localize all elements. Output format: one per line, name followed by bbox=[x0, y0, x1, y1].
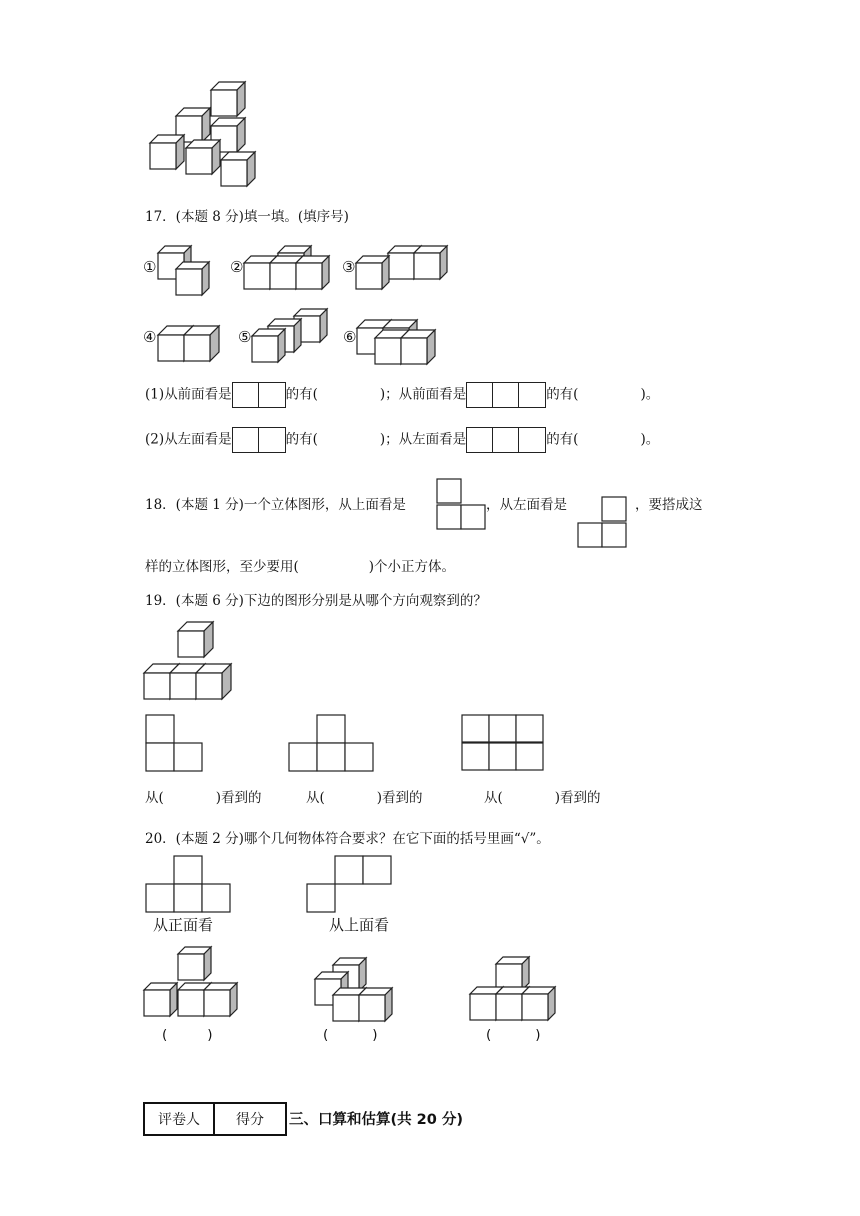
reviewer-cell: 评卷人 bbox=[145, 1104, 215, 1134]
q17-label-5: ⑤ bbox=[238, 328, 252, 346]
cube-front-face bbox=[144, 673, 170, 699]
view-square bbox=[289, 743, 317, 771]
q18-left-view bbox=[577, 496, 627, 548]
q17-title: 17．(本题 8 分)填一填。(填序号) bbox=[145, 209, 349, 225]
cube-front-face bbox=[244, 263, 270, 289]
q17-label-6: ⑥ bbox=[343, 328, 357, 346]
cube-front-face bbox=[296, 263, 322, 289]
cube-front-face bbox=[359, 995, 385, 1021]
view-square bbox=[437, 505, 461, 529]
q20-option-1 bbox=[144, 947, 244, 1021]
view-square bbox=[146, 715, 174, 743]
cube-front-face bbox=[470, 994, 496, 1020]
cube-front-face bbox=[178, 954, 204, 980]
q19-answer-1: 从( )看到的 bbox=[145, 790, 262, 806]
section-3-title: 三、口算和估算(共 20 分) bbox=[289, 1112, 464, 1128]
q17-label-2: ② bbox=[230, 258, 244, 276]
view-square bbox=[363, 856, 391, 884]
cube-front-face bbox=[496, 964, 522, 990]
q18-top-view bbox=[436, 478, 486, 530]
q17-figure-1 bbox=[158, 240, 218, 296]
score-cell: 得分 bbox=[236, 1112, 264, 1128]
view-square bbox=[489, 715, 516, 742]
q16-cube-figure bbox=[150, 80, 265, 192]
q19-solid-figure bbox=[144, 622, 244, 694]
view-square bbox=[174, 856, 202, 884]
q17-label-1: ① bbox=[143, 258, 157, 276]
cube-front-face bbox=[150, 143, 176, 169]
cube-front-face bbox=[252, 336, 278, 362]
three-squares-view bbox=[466, 382, 546, 408]
view-square bbox=[202, 884, 230, 912]
view-square bbox=[174, 743, 202, 771]
three-squares-view bbox=[466, 427, 546, 453]
cube-front-face bbox=[158, 335, 184, 361]
cube-front-face bbox=[414, 253, 440, 279]
q20-title: 20．(本题 2 分)哪个几何物体符合要求？在它下面的括号里画“√”。 bbox=[145, 831, 550, 847]
cube-front-face bbox=[401, 338, 427, 364]
q18-line2: 样的立体图形，至少要用( )个小正方体。 bbox=[145, 559, 456, 575]
q19-title: 19．(本题 6 分)下边的图形分别是从哪个方向观察到的？ bbox=[145, 593, 487, 609]
cube-front-face bbox=[176, 269, 202, 295]
cube-front-face bbox=[375, 338, 401, 364]
q17-figure-5 bbox=[252, 307, 336, 363]
view-square bbox=[516, 715, 543, 742]
q19-view-1 bbox=[145, 714, 203, 772]
view-square bbox=[462, 715, 489, 742]
view-square bbox=[317, 715, 345, 743]
two-squares-view bbox=[232, 382, 286, 408]
view-square bbox=[307, 884, 335, 912]
view-square bbox=[489, 743, 516, 770]
q18-line1a: 18．(本题 1 分)一个立体图形，从上面看是 bbox=[145, 497, 406, 513]
score-table bbox=[143, 1102, 287, 1136]
q17-figure-4 bbox=[158, 312, 220, 362]
cube-front-face bbox=[333, 995, 359, 1021]
cube-front-face bbox=[211, 90, 237, 116]
cube-front-face bbox=[186, 148, 212, 174]
cube-front-face bbox=[221, 160, 247, 186]
q20-paren-1: ( ) bbox=[162, 1027, 213, 1043]
q20-top-view bbox=[306, 855, 390, 913]
q19-view-2 bbox=[288, 714, 374, 772]
two-squares-view bbox=[232, 427, 286, 453]
cube-front-face bbox=[270, 263, 296, 289]
q20-top-label: 从上面看 bbox=[329, 916, 390, 934]
q18-line1b: ，从左面看是 bbox=[486, 497, 567, 513]
q17-figure-6 bbox=[357, 312, 441, 362]
q20-paren-2: ( ) bbox=[323, 1027, 378, 1043]
q17-part1: (1)从前面看是 的有( )；从前面看是 的有( )。 bbox=[145, 382, 659, 408]
cube-front-face bbox=[178, 990, 204, 1016]
view-square bbox=[578, 523, 602, 547]
q19-answer-3: 从( )看到的 bbox=[484, 790, 601, 806]
cube-front-face bbox=[196, 673, 222, 699]
q17-figure-3 bbox=[356, 244, 456, 292]
cube-front-face bbox=[144, 990, 170, 1016]
view-square bbox=[345, 743, 373, 771]
q17-label-3: ③ bbox=[342, 258, 356, 276]
view-square bbox=[602, 523, 626, 547]
cube-front-face bbox=[170, 673, 196, 699]
q20-front-label: 从正面看 bbox=[153, 916, 214, 934]
view-square bbox=[462, 743, 489, 770]
view-square bbox=[461, 505, 485, 529]
cube-front-face bbox=[178, 631, 204, 657]
q20-option-3 bbox=[470, 957, 562, 1021]
view-square bbox=[146, 884, 174, 912]
q19-view-3 bbox=[461, 714, 545, 772]
view-square bbox=[516, 743, 543, 770]
view-square bbox=[602, 497, 626, 521]
q20-option-2 bbox=[315, 958, 395, 1022]
q19-answer-2: 从( )看到的 bbox=[306, 790, 423, 806]
q17-figure-2 bbox=[244, 244, 339, 292]
cube-front-face bbox=[522, 994, 548, 1020]
q17-part2: (2)从左面看是 的有( )；从左面看是 的有( )。 bbox=[145, 427, 659, 453]
q17-label-4: ④ bbox=[143, 328, 157, 346]
cube-front-face bbox=[496, 994, 522, 1020]
view-square bbox=[174, 884, 202, 912]
cube-front-face bbox=[184, 335, 210, 361]
cube-front-face bbox=[388, 253, 414, 279]
view-square bbox=[146, 743, 174, 771]
cube-front-face bbox=[356, 263, 382, 289]
q20-paren-3: ( ) bbox=[486, 1027, 541, 1043]
q18-line1c: ，要搭成这 bbox=[635, 497, 703, 513]
q20-front-view bbox=[145, 855, 229, 913]
view-square bbox=[437, 479, 461, 503]
cube-front-face bbox=[204, 990, 230, 1016]
view-square bbox=[317, 743, 345, 771]
view-square bbox=[335, 856, 363, 884]
